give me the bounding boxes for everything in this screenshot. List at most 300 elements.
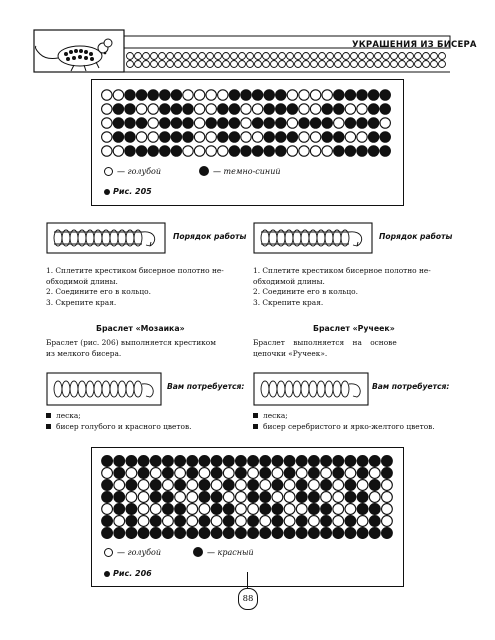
light-bead: [248, 504, 259, 515]
page-number-stem: [247, 572, 248, 588]
dark-bead: [380, 146, 390, 156]
dark-bead: [211, 492, 222, 503]
dark-bead: [171, 146, 181, 156]
figure-205-bead-grid: [101, 88, 391, 158]
dark-bead: [150, 516, 161, 527]
dark-bead: [171, 90, 181, 100]
dark-bead: [299, 118, 309, 128]
light-bead: [287, 146, 297, 156]
light-bead: [102, 468, 113, 479]
dark-bead: [102, 456, 113, 467]
dark-bead: [125, 132, 135, 142]
light-bead: [333, 504, 344, 515]
dark-bead: [160, 146, 170, 156]
dark-bead: [150, 456, 161, 467]
step-line: 2. Соедините его в кольцо.: [253, 287, 358, 297]
text-line: из мелкого бисера.: [46, 348, 122, 358]
dark-bead: [126, 504, 137, 515]
dark-bead: [309, 504, 320, 515]
dark-bead: [183, 104, 193, 114]
bullet-square-icon: [253, 413, 258, 418]
light-bead: [287, 90, 297, 100]
dark-bead: [264, 146, 274, 156]
dark-bead: [276, 146, 286, 156]
dark-bead: [369, 456, 380, 467]
light-bead: [194, 132, 204, 142]
bead-chain-border-lower: [127, 61, 446, 68]
light-bead: [236, 504, 247, 515]
dark-bead: [175, 480, 186, 491]
dark-bead: [126, 516, 137, 527]
dark-bead: [357, 504, 368, 515]
material-item: [46, 410, 191, 421]
dark-bead: [260, 456, 271, 467]
light-bead: [299, 90, 309, 100]
dark-bead: [380, 132, 390, 142]
dark-bead: [322, 132, 332, 142]
light-bead: [163, 516, 174, 527]
dark-bead: [163, 528, 174, 539]
dark-bead: [380, 90, 390, 100]
bullet-square-icon: [253, 424, 258, 429]
step-line: обходимой длины.: [253, 276, 325, 286]
dark-bead: [333, 468, 344, 479]
light-bead: [187, 516, 198, 527]
dark-bead: [260, 528, 271, 539]
dark-bead: [369, 504, 380, 515]
dark-bead: [272, 528, 283, 539]
dark-bead: [211, 468, 222, 479]
dark-bead: [368, 118, 378, 128]
dark-bead: [272, 456, 283, 467]
light-bead: [102, 146, 112, 156]
dark-bead: [248, 516, 259, 527]
bullet-icon: [104, 189, 110, 195]
header-decoration: [30, 26, 455, 76]
dark-bead: [160, 104, 170, 114]
step-line: обходимой длины.: [46, 276, 118, 286]
dark-bead: [309, 492, 320, 503]
light-bead: [272, 492, 283, 503]
right-materials-diagram: [253, 372, 369, 406]
legend-dark-label: — темно-синий: [213, 166, 281, 176]
dark-bead: [175, 504, 186, 515]
caption-text: Рис. 205: [113, 187, 152, 196]
dark-bead: [252, 118, 262, 128]
light-bead: [299, 104, 309, 114]
light-bead: [206, 132, 216, 142]
dark-bead: [218, 132, 228, 142]
light-bead: [136, 104, 146, 114]
light-bead: [218, 90, 228, 100]
dark-bead: [322, 118, 332, 128]
light-bead: [345, 504, 356, 515]
figure-206-legend: [104, 547, 254, 557]
light-bead: [287, 118, 297, 128]
light-bead: [138, 492, 149, 503]
light-bead: [102, 118, 112, 128]
light-bead: [321, 492, 332, 503]
dark-bead: [114, 528, 125, 539]
light-bead: [163, 480, 174, 491]
light-bead: [148, 132, 158, 142]
dark-bead: [296, 456, 307, 467]
dark-bead: [163, 456, 174, 467]
light-bead: [380, 118, 390, 128]
right-bracelet-text: [253, 338, 449, 359]
dark-bead: [126, 528, 137, 539]
light-bead: [236, 516, 247, 527]
light-bead: [206, 90, 216, 100]
light-bead: [113, 146, 123, 156]
legend-light-label: — голубой: [117, 547, 161, 557]
dark-bead: [136, 90, 146, 100]
step-line: 2. Соедините его в кольцо.: [46, 287, 151, 297]
light-bead: [310, 90, 320, 100]
dark-bead: [276, 90, 286, 100]
dark-bead: [357, 528, 368, 539]
light-bead: [333, 492, 344, 503]
dark-bead: [183, 132, 193, 142]
dark-bead: [309, 528, 320, 539]
light-bead: [102, 132, 112, 142]
light-bead: [194, 146, 204, 156]
dark-bead: [126, 456, 137, 467]
dark-bead: [272, 504, 283, 515]
dark-bead: [264, 118, 274, 128]
light-bead: [199, 468, 210, 479]
figure-206-caption: [104, 569, 152, 578]
light-bead: [299, 146, 309, 156]
dark-bead: [171, 132, 181, 142]
light-bead: [345, 468, 356, 479]
light-bead: [284, 516, 295, 527]
dark-bead: [114, 468, 125, 479]
dark-bead: [357, 90, 367, 100]
dark-bead: [148, 146, 158, 156]
dark-bead-icon: [199, 166, 209, 176]
dark-bead: [380, 104, 390, 114]
left-bracelet-text: [46, 338, 242, 359]
dark-bead: [206, 118, 216, 128]
dark-bead: [309, 456, 320, 467]
text-line: Браслет (рис. 206) выполняется крестиком: [46, 338, 216, 347]
dark-bead: [171, 118, 181, 128]
light-bead: [194, 90, 204, 100]
light-bead: [252, 132, 262, 142]
light-bead: [126, 468, 137, 479]
light-bead: [334, 118, 344, 128]
dark-bead: [382, 456, 393, 467]
light-bead: [102, 104, 112, 114]
light-bead: [309, 480, 320, 491]
legend-light-label: — голубой: [117, 166, 161, 176]
right-order-title: Порядок работы: [379, 232, 453, 241]
dark-bead: [260, 468, 271, 479]
dark-bead: [183, 118, 193, 128]
dark-bead: [125, 146, 135, 156]
dark-bead: [113, 104, 123, 114]
light-bead: [148, 104, 158, 114]
dark-bead: [241, 90, 251, 100]
light-bead: [345, 132, 355, 142]
light-bead: [211, 516, 222, 527]
light-bead: [321, 468, 332, 479]
dark-bead: [321, 480, 332, 491]
dark-bead: [284, 528, 295, 539]
dark-bead: [102, 528, 113, 539]
dark-bead: [102, 480, 113, 491]
dark-bead: [272, 516, 283, 527]
dark-bead: [287, 104, 297, 114]
dark-bead: [187, 468, 198, 479]
dark-bead: [369, 480, 380, 491]
dark-bead: [260, 492, 271, 503]
left-steps: [46, 266, 242, 308]
dark-bead: [236, 528, 247, 539]
light-bead: [148, 118, 158, 128]
dark-bead: [148, 90, 158, 100]
light-bead: [284, 504, 295, 515]
left-work-diagram: [46, 222, 166, 254]
dark-bead: [321, 516, 332, 527]
dark-bead: [296, 528, 307, 539]
light-bead: [284, 492, 295, 503]
dark-bead: [126, 480, 137, 491]
dark-bead: [264, 104, 274, 114]
dark-bead: [345, 118, 355, 128]
dark-bead: [260, 504, 271, 515]
light-bead-icon: [104, 167, 113, 176]
light-bead: [357, 104, 367, 114]
dark-bead: [187, 456, 198, 467]
right-work-diagram: [253, 222, 373, 254]
dark-bead: [160, 90, 170, 100]
light-bead: [102, 90, 112, 100]
figure-205-caption: [104, 187, 152, 196]
light-bead: [138, 516, 149, 527]
dark-bead: [113, 132, 123, 142]
dark-bead: [334, 132, 344, 142]
dark-bead: [357, 456, 368, 467]
light-bead: [357, 480, 368, 491]
dark-bead: [125, 104, 135, 114]
dark-bead: [264, 90, 274, 100]
material-item: [253, 410, 435, 421]
text-line: цепочки «Ручеек».: [253, 348, 328, 358]
dark-bead: [199, 456, 210, 467]
dark-bead: [276, 104, 286, 114]
light-bead: [175, 492, 186, 503]
material-text: бисер серебристого и ярко-желтого цветов.: [263, 422, 435, 431]
light-bead: [369, 468, 380, 479]
dark-bead: [321, 504, 332, 515]
red-bead-icon: [193, 547, 203, 557]
light-bead: [299, 132, 309, 142]
dark-bead: [276, 132, 286, 142]
light-bead: [218, 146, 228, 156]
light-bead: [187, 504, 198, 515]
dark-bead: [229, 118, 239, 128]
step-line: 1. Сплетите крестиком бисерное полотно не-: [253, 266, 431, 275]
light-bead: [187, 492, 198, 503]
dark-bead: [175, 528, 186, 539]
dark-bead: [223, 528, 234, 539]
dark-bead: [125, 90, 135, 100]
light-bead: [345, 104, 355, 114]
page-number: 88: [238, 588, 258, 610]
light-bead: [296, 504, 307, 515]
mouse-icon: [36, 39, 113, 71]
dark-bead: [276, 118, 286, 128]
light-bead: [136, 132, 146, 142]
light-bead: [382, 504, 393, 515]
dark-bead: [334, 104, 344, 114]
light-bead: [382, 516, 393, 527]
dark-bead: [138, 456, 149, 467]
caption-text: Рис. 206: [113, 569, 152, 578]
light-bead: [206, 104, 216, 114]
light-bead-icon: [104, 548, 113, 557]
bead-chain-border: [127, 53, 446, 60]
step-line: 3. Скрепите края.: [253, 297, 324, 307]
dark-bead: [150, 492, 161, 503]
light-bead: [241, 132, 251, 142]
light-bead: [382, 492, 393, 503]
light-bead: [248, 468, 259, 479]
light-bead: [310, 146, 320, 156]
dark-bead: [368, 132, 378, 142]
light-bead: [236, 492, 247, 503]
right-steps: [253, 266, 449, 308]
dark-bead: [113, 118, 123, 128]
dark-bead: [357, 118, 367, 128]
dark-bead: [223, 504, 234, 515]
light-bead: [357, 516, 368, 527]
dark-bead: [160, 132, 170, 142]
step-line: 3. Скрепите края.: [46, 297, 117, 307]
light-bead: [382, 480, 393, 491]
dark-bead: [248, 456, 259, 467]
dark-bead: [163, 492, 174, 503]
dark-bead: [102, 492, 113, 503]
dark-bead: [171, 104, 181, 114]
light-bead: [322, 146, 332, 156]
dark-bead: [345, 480, 356, 491]
light-bead: [183, 90, 193, 100]
light-bead: [322, 90, 332, 100]
dark-bead: [102, 516, 113, 527]
light-bead: [241, 104, 251, 114]
dark-bead: [345, 492, 356, 503]
dark-bead: [357, 468, 368, 479]
light-bead: [260, 516, 271, 527]
light-bead: [223, 492, 234, 503]
dark-bead: [357, 492, 368, 503]
light-bead: [175, 468, 186, 479]
figure-206-bead-grid: [101, 455, 393, 539]
light-bead: [310, 132, 320, 142]
dark-bead: [264, 132, 274, 142]
dark-bead: [236, 468, 247, 479]
left-bracelet-title: Браслет «Мозаика»: [96, 324, 185, 333]
material-item: [253, 421, 435, 432]
dark-bead: [296, 492, 307, 503]
dark-bead: [211, 528, 222, 539]
dark-bead: [321, 528, 332, 539]
dark-bead: [229, 146, 239, 156]
dark-bead: [334, 90, 344, 100]
dark-bead: [322, 104, 332, 114]
dark-bead: [218, 118, 228, 128]
light-bead: [241, 118, 251, 128]
light-bead: [309, 516, 320, 527]
dark-bead: [287, 132, 297, 142]
material-item: [46, 421, 191, 432]
light-bead: [194, 104, 204, 114]
material-text: леска;: [56, 411, 81, 420]
dark-bead: [114, 504, 125, 515]
light-bead: [199, 504, 210, 515]
light-bead: [194, 118, 204, 128]
light-bead: [187, 480, 198, 491]
bullet-square-icon: [46, 424, 51, 429]
dark-bead: [357, 146, 367, 156]
dark-bead: [229, 90, 239, 100]
dark-bead: [236, 456, 247, 467]
dark-bead: [382, 468, 393, 479]
dark-bead: [369, 516, 380, 527]
dark-bead: [211, 456, 222, 467]
dark-bead: [248, 480, 259, 491]
dark-bead: [248, 492, 259, 503]
dark-bead: [199, 516, 210, 527]
legend-dark-label: — красный: [207, 547, 254, 557]
light-bead: [206, 146, 216, 156]
step-line: 1. Сплетите крестиком бисерное полотно не-: [46, 266, 224, 275]
light-bead: [150, 504, 161, 515]
dark-bead: [150, 528, 161, 539]
dark-bead: [160, 118, 170, 128]
dark-bead: [334, 146, 344, 156]
dark-bead: [229, 104, 239, 114]
light-bead: [236, 480, 247, 491]
dark-bead: [345, 516, 356, 527]
dark-bead: [223, 516, 234, 527]
dark-bead: [114, 456, 125, 467]
dark-bead: [175, 516, 186, 527]
dark-bead: [114, 492, 125, 503]
dark-bead: [296, 480, 307, 491]
dark-bead: [369, 528, 380, 539]
light-bead: [126, 492, 137, 503]
dark-bead: [229, 132, 239, 142]
dark-bead: [252, 90, 262, 100]
dark-bead: [272, 480, 283, 491]
dark-bead: [333, 528, 344, 539]
dark-bead: [223, 456, 234, 467]
dark-bead: [199, 492, 210, 503]
dark-bead: [211, 504, 222, 515]
light-bead: [333, 480, 344, 491]
dark-bead: [136, 118, 146, 128]
dark-bead: [368, 90, 378, 100]
dark-bead: [382, 528, 393, 539]
left-materials-list: [46, 410, 191, 432]
light-bead: [183, 146, 193, 156]
dark-bead: [175, 456, 186, 467]
bullet-square-icon: [46, 413, 51, 418]
